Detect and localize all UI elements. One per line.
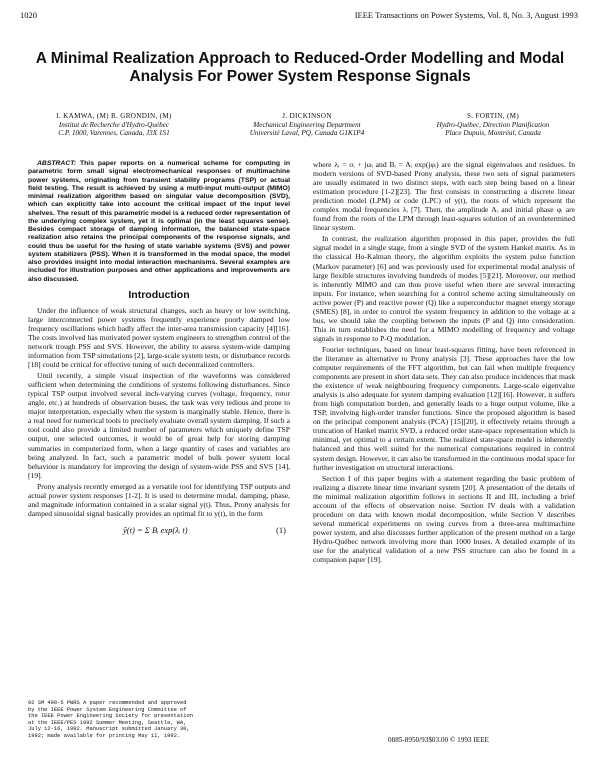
footnote-line: by the IEEE Power System Engineering Committee of <box>28 706 187 713</box>
footnote-line: at the IEEE/PES 1992 Summer Meeting, Seattle, WA, <box>28 719 187 726</box>
right-paragraph-2: In contrast, the realization algorithm proposed in this paper, provides the full signal model in a single stage, from a single SVD of the system Hankel matrix. As in the classical Ho-Kalman theory, the algorithm exploits the system pulse function (Markov parameter) [6] and was previously used for experimental modal analysis of large flexible structures involving hundreds of modes [5][21]. Moreover, our method is inherently MIMO and can thus prove useful when there are several interacting inputs. For instance, when searching for a control scheme acting simultaneously on active power (P) and reactive power (Q) like a superconductor magnet energy storage (SMES) [8], in order to control the system frequency in addition to the voltage at a bus, we should take the coupling between the inputs (P and Q) into consideration. This in turn establishes the need for a MIMO modelling of frequency and voltage signals in response to P-Q modulation. <box>313 234 575 343</box>
page-number: 1020 <box>20 10 37 20</box>
equation-number: (1) <box>276 524 286 535</box>
abstract-text: This paper reports on a numerical scheme for computing in parametric form small signal electromechanical responses of multimachine power systems, originating from transient stability programs (TSP) or actual field testing. The result is achieved by using a multi-input multi-output (MIMO) minimal realization algorithm based on singular value decomposition (SVD), which can explicitly take into account the critical impact of the input level shelves. The result of this parametric model is a reduced order representation of the underlying complex system, yet it is optimal (in the least squares sense). Besides compact storage of damping information, the balanced state-space realization also retains the principal components of the response signals, and could thus be useful for the fusing of state variable systems (SVS) and power system stabilizers (PSS). When it is transformed in the modal space, the model also provides insight into modal interaction mechanisms. Several examples are included for illustration purposes and other applications and improvements are also discussed. <box>28 160 290 283</box>
author-address: Place Dupuis, Montréal, Canada <box>445 129 541 138</box>
right-column <box>313 160 575 566</box>
right-paragraph-3: Fourier techniques, based on linear least-squares fitting, have been referenced in the literature as alternative to Prony analysis [3]. These approaches have the low computer requirements of the FFT algorithm, but can fail when multiple frequency components are present in short data sets. They can also produce incidences that mask the existence of weak neighbouring frequency components. Large-scale eigenvalue analysis is also adequate for system damping evaluation [12][16]. However, it suffers from high computation burden, and generally leads to a huge output volume, like a TSP, involving high-order transfer functions. Since the proposed algorithm is based on the principal component analysis (PCA) [15][20], it effectively retains through a truncation of Hankel matrix SVD, a reduced order state-space representation which is minimal, yet optimal to a certain extent. The realized state-space model is inherently balanced and thus well suited for the numerical computations required in control system design. However, it can also be transformed in the continuous modal space for further investigation on structural interactions. <box>313 344 575 472</box>
running-header <box>14 10 586 22</box>
issn-copyright: 0885-8950/93$03.00 © 1993 IEEE <box>388 736 489 744</box>
footnote-line: 92 SM 490-5 PWRS A paper recommended and approved <box>28 700 187 706</box>
footnote-line: July 12-16, 1992. Manuscript submitted January 30, <box>28 726 190 733</box>
intro-paragraph-2: Until recently, a simple visual inspection of the waveforms was considered sufficient when determining the conditions of systems following disturbances. Since typical TSP output involved several inch-varying curves (voltage, frequency, rotor angle, etc.) at hundreds of observation buses, the task was very tedious and prone to major interpretation, especially when the system is marginally stable. Hence, there is a real need for numerical tools to precisely evaluate overall system damping. If such a tool could also provide a limited number of parameters which uniquely define TSP output, one selected outcomes, it would be of great help for storing damping summaries in computerized form, when a large quantity of cases and variables are being analyzed. In fact, such a parametric model of bulk power system local behaviour is mandatory for improving the design of system-wide PSS and SVS [14],[19]. <box>28 371 290 480</box>
author-affiliation: Hydro-Québec, Direction Planification <box>436 120 550 129</box>
abstract-label: ABSTRACT: <box>37 160 77 167</box>
author-names: S. FORTIN, (M) <box>466 112 520 120</box>
intro-paragraph-3: Prony analysis recently emerged as a versatile tool for identifying TSP outputs and actual power system responses [1-2]. It is used to determine modal, damping, phase, and magnitude information contained in a scalar signal y(t). Thus, Prony analysis for damped sinusoidal signal basically provides an optimal fit to y(t), in the form <box>28 481 290 518</box>
author-kamwa-grondin <box>14 112 214 138</box>
left-column <box>28 160 290 546</box>
footnote-line: the IEEE Power Engineering Society for presentation <box>28 713 193 720</box>
author-affiliation: Mechanical Engineering Department <box>253 120 361 129</box>
author-block <box>14 112 586 156</box>
equation-1 <box>28 522 290 542</box>
section-heading-introduction: Introduction <box>128 288 190 301</box>
right-paragraph-1: where λᵢ = σᵢ + jωᵢ and Bᵢ = Aᵢ exp(jφᵢ) are the signal eigenvalues and residues. In modern versions of SVD-based Prony analysis, these two sets of signal parameters are usually estimated in two distinct steps, with each step being based on a linear estimation procedure [1-2][23]. The first consists in constructing a discrete linear prediction model (LPM) or code (LPC) of y(t), the roots of which represent the complex modal frequencies λᵢ [7]. Then, the amplitude Aᵢ and initial phase φᵢ are found from the roots of the LPM through least-squares solution of an overdetermined linear system. <box>313 160 575 233</box>
footnote <box>28 700 290 740</box>
abstract <box>28 160 290 284</box>
author-names: J. DICKINSON <box>282 112 332 120</box>
author-affiliation: Institut de Recherche d'Hydro-Québec <box>58 120 170 129</box>
journal-citation: IEEE Transactions on Power Systems, Vol. 8, No. 3, August 1993 <box>354 10 578 20</box>
equation-expression: ŷ(t) = Σ Bᵢ exp(λᵢ t) <box>123 524 188 535</box>
paper-title: A Minimal Realization Approach to Reduced-Order Modelling and Modal Analysis For Power System Response Signals <box>35 50 565 85</box>
footnote-line: 1992; made available for printing May 11, 1992. <box>28 732 181 739</box>
author-address: C.P. 1000, Varennes, Canada, J3X 1S1 <box>58 129 170 138</box>
author-fortin <box>400 112 586 138</box>
author-names: I. KAMWA, (M) R. GRONDIN, (M) <box>56 112 172 120</box>
intro-paragraph-1: Under the influence of weak structural changes, such as heavy or low switching, large interconnected power systems frequently experience poorly damped low frequency oscillations which badly affect the inter-area transmission capacity [4][16]. The costs involved has motivated power system engineers to strengthen control of the network trough PSS and SVS. However, the ability to assess system-wide damping information from TSP simulations [2], large-scale system tests, or disturbance records [18] could be critical for effective tuning of such decentralized controllers. <box>28 305 290 370</box>
right-paragraph-4: Section I of this paper begins with a statement regarding the basic problem of realizing a discrete linear time invariant system [20]. A presentation of the details of the minimal realization algorithm follows in sections II and III, including a brief account of the effects of observation noise. Section IV deals with a validation procedure on data with known modal decomposition, while Section V describes several numerical experiments on swing curves from a three-area multimachine power system, and also discusses further application of the present method on a large Hydro-Québec network involving more than 1000 buses. A detailed example of its use for the analytical validation of a new PSS structure can also be found in a companion paper [19]. <box>313 473 575 565</box>
author-dickinson <box>214 112 400 138</box>
author-address: Université Laval, PQ, Canada G1K1P4 <box>249 129 365 138</box>
